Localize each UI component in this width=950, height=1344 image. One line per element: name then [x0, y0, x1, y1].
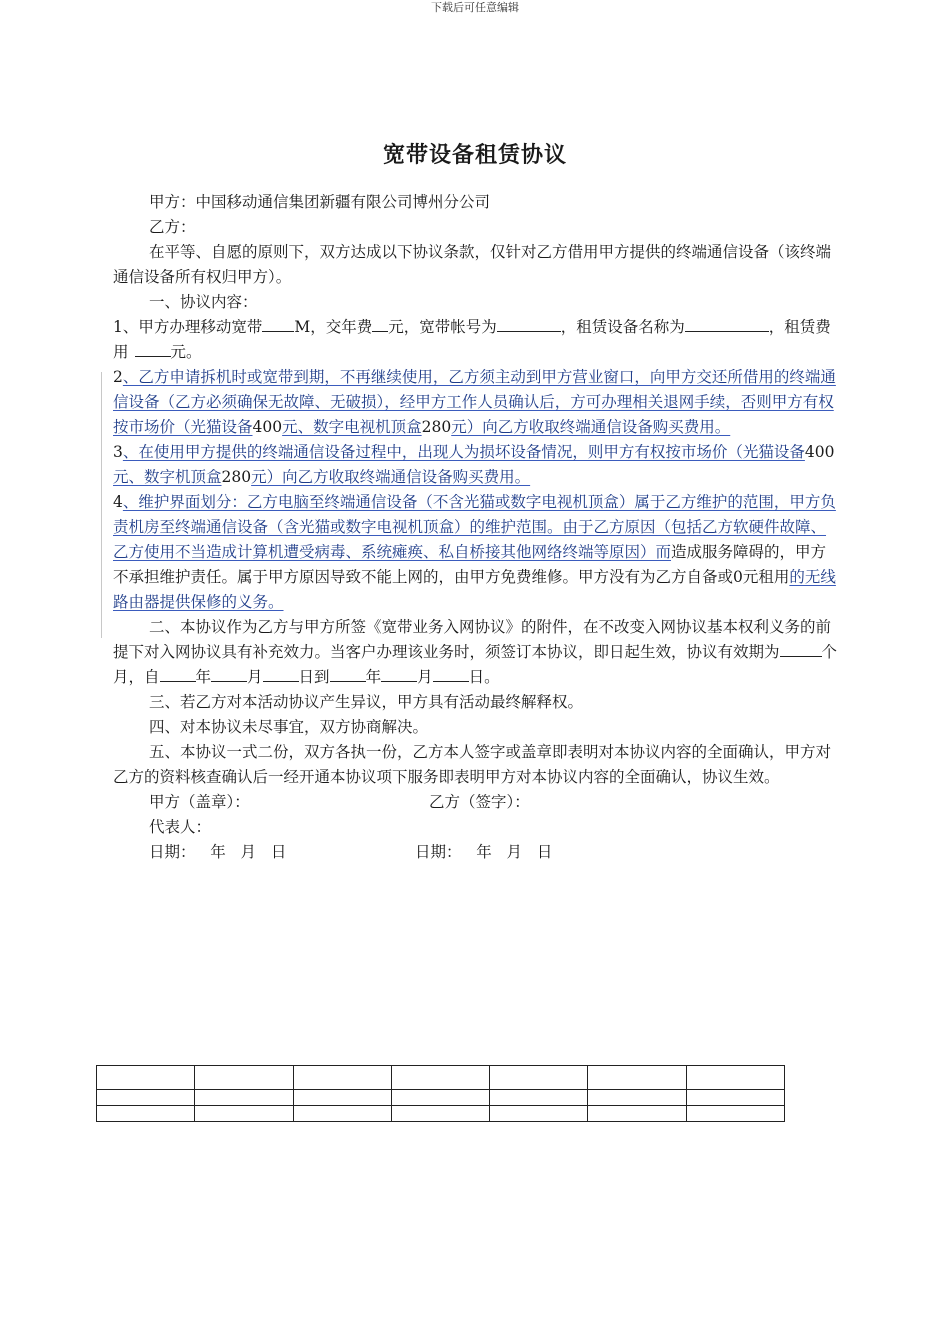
item3-value-1: 400 — [804, 443, 835, 461]
section2-paragraph — [113, 615, 840, 690]
date-row — [113, 840, 840, 865]
item1-text-2: M，交年费 — [294, 318, 373, 336]
table-cell — [97, 1106, 195, 1122]
blank-start-day — [263, 666, 299, 682]
item1-paragraph — [113, 315, 840, 365]
table-cell — [195, 1106, 293, 1122]
section2-text-f: 年 — [365, 668, 382, 686]
agreement-body — [113, 190, 840, 865]
section4-paragraph: 四、对本协议未尽事宜，双方协商解决。 — [149, 718, 429, 736]
section2-text-e: 日到 — [298, 668, 330, 686]
item1-text-4: ，租赁设备名称为 — [560, 318, 685, 336]
section1-heading: 一、协议内容： — [149, 293, 258, 311]
item3-text-c: 元）向乙方收取终端通信设备购买费用。 — [251, 468, 531, 486]
item2-text-a: 、乙方申请拆机时或宽带到期，不再继续使用，乙方须主动到甲方营业窗口，向甲方交还所借用的终端通信设备（乙方必须确保无故障、无破损），经甲方工作人员确认后，方可办理相关退网手续，否则甲方有权按市场价（光猫设备 — [113, 368, 836, 436]
section2-text-h: 日。 — [468, 668, 500, 686]
blank-annual-fee — [372, 316, 388, 332]
item2-number: 2 — [113, 368, 123, 386]
item1-text-5: ，租赁费用 — [113, 318, 831, 361]
table-cell — [686, 1090, 784, 1106]
representative-row — [113, 815, 840, 840]
table-cell — [490, 1106, 588, 1122]
blank-end-month — [381, 666, 417, 682]
party-a-seal-label: 甲方（盖章）： — [149, 793, 250, 811]
table-cell — [490, 1090, 588, 1106]
item1-text-6: 元。 — [170, 343, 202, 361]
table-cell — [588, 1090, 686, 1106]
representative-label: 代表人： — [149, 818, 212, 836]
table-cell — [293, 1106, 391, 1122]
item1-text-1: 1、甲方办理移动宽带 — [113, 318, 263, 336]
blank-rental-fee — [135, 341, 171, 357]
item3-value-2: 280 — [221, 468, 252, 486]
table-cell — [391, 1106, 489, 1122]
item3-number: 3 — [113, 443, 123, 461]
blank-end-day — [433, 666, 469, 682]
item3-text-a: 、在使用甲方提供的终端通信设备过程中，出现人为损坏设备情况，则甲方有权按市场价（光猫设备 — [122, 443, 805, 461]
item2-text-b: 元、数字电视机顶盒 — [282, 418, 422, 436]
table-cell — [686, 1066, 784, 1090]
section2-text-a: 二、本协议作为乙方与甲方所签《宽带业务入网协议》的附件，在不改变入网协议基本权利义务的前提下对入网协议具有补充效力。当客户办理该业务时，须签订本协议，即日起生效，协议有效期为 — [113, 618, 832, 661]
item2-value-1: 400 — [252, 418, 283, 436]
table-cell — [97, 1066, 195, 1090]
blank-account — [497, 316, 561, 332]
blank-bandwidth — [262, 316, 294, 332]
table-cell — [195, 1066, 293, 1090]
section2-text-c: 年 — [195, 668, 212, 686]
section2-text-d: 月 — [247, 668, 263, 686]
item1-text-3: 元，宽带帐号为 — [388, 318, 497, 336]
table-cell — [293, 1066, 391, 1090]
table-row — [97, 1090, 785, 1106]
party-a-line: 甲方：中国移动通信集团新疆有限公司博州分公司 — [149, 193, 491, 211]
document-title: 宽带设备租赁协议 — [382, 142, 567, 168]
item2-paragraph — [113, 365, 840, 440]
item4-text-b: 造成服务障碍的，甲方不承担维护责任。属于甲方原因导致不能上网的，由甲方免费维修。甲方没有为乙方自备或 — [113, 543, 827, 586]
item3-paragraph — [113, 440, 840, 490]
item2-value-2: 280 — [421, 418, 452, 436]
table-cell — [588, 1066, 686, 1090]
party-b-date: 日期： 年 月 日 — [415, 843, 553, 861]
table-cell — [97, 1090, 195, 1106]
table-cell — [588, 1106, 686, 1122]
blank-end-year — [330, 666, 366, 682]
blank-device-name — [685, 316, 761, 332]
blank-table-body — [97, 1066, 785, 1122]
table-cell — [293, 1090, 391, 1106]
item2-text-c: 元）向乙方收取终端通信设备购买费用。 — [451, 418, 731, 436]
item4-paragraph — [113, 490, 840, 615]
revision-change-bar — [101, 372, 102, 638]
intro-paragraph: 在平等、自愿的原则下，双方达成以下协议条款，仅针对乙方借用甲方提供的终端通信设备（该终端通信设备所有权归甲方）。 — [113, 243, 832, 286]
blank-table — [96, 1065, 785, 1122]
blank-start-year — [160, 666, 196, 682]
section3-paragraph: 三、若乙方对本活动协议产生异议，甲方具有活动最终解释权。 — [149, 693, 584, 711]
item4-text-d: 的无线路由器提供保修的义务。 — [113, 568, 836, 611]
table-cell — [490, 1066, 588, 1090]
item4-text-c: 0元租用 — [733, 568, 790, 586]
table-row — [97, 1106, 785, 1122]
party-b-line: 乙方： — [149, 218, 196, 236]
table-row — [97, 1066, 785, 1090]
item4-number: 4 — [113, 493, 123, 511]
item3-text-b: 元、数字机顶盒 — [113, 468, 222, 486]
blank-valid-months — [780, 641, 822, 657]
section2-text-g: 月 — [417, 668, 433, 686]
blank-device-name-cont — [761, 316, 769, 332]
party-b-sign-label: 乙方（签字）： — [429, 793, 530, 811]
table-cell — [391, 1066, 489, 1090]
table-cell — [686, 1106, 784, 1122]
party-a-date: 日期： 年 月 日 — [149, 843, 287, 861]
table-cell — [195, 1090, 293, 1106]
table-cell — [391, 1090, 489, 1106]
blank-start-month — [211, 666, 247, 682]
section5-paragraph: 五、本协议一式二份，双方各执一份，乙方本人签字或盖章即表明对本协议内容的全面确认，甲方对乙方的资料核查确认后一经开通本协议项下服务即表明甲方对本协议内容的全面确认，协议生效。 — [113, 743, 832, 786]
signature-row — [113, 790, 840, 815]
header-note: 下载后可任意编辑 — [431, 1, 519, 14]
section2-text-b: 个月，自 — [113, 643, 838, 686]
item4-text-a: 、维护界面划分：乙方电脑至终端通信设备（不含光猫或数字电视机顶盒）属于乙方维护的范围，甲方负责机房至终端通信设备（含光猫或数字电视机顶盒）的维护范围。由于乙方原因（包括乙方软硬件故障、乙方使用不当造成计算机遭受病毒、系统瘫痪、私自桥接其他网络终端等原因）而 — [113, 493, 836, 561]
